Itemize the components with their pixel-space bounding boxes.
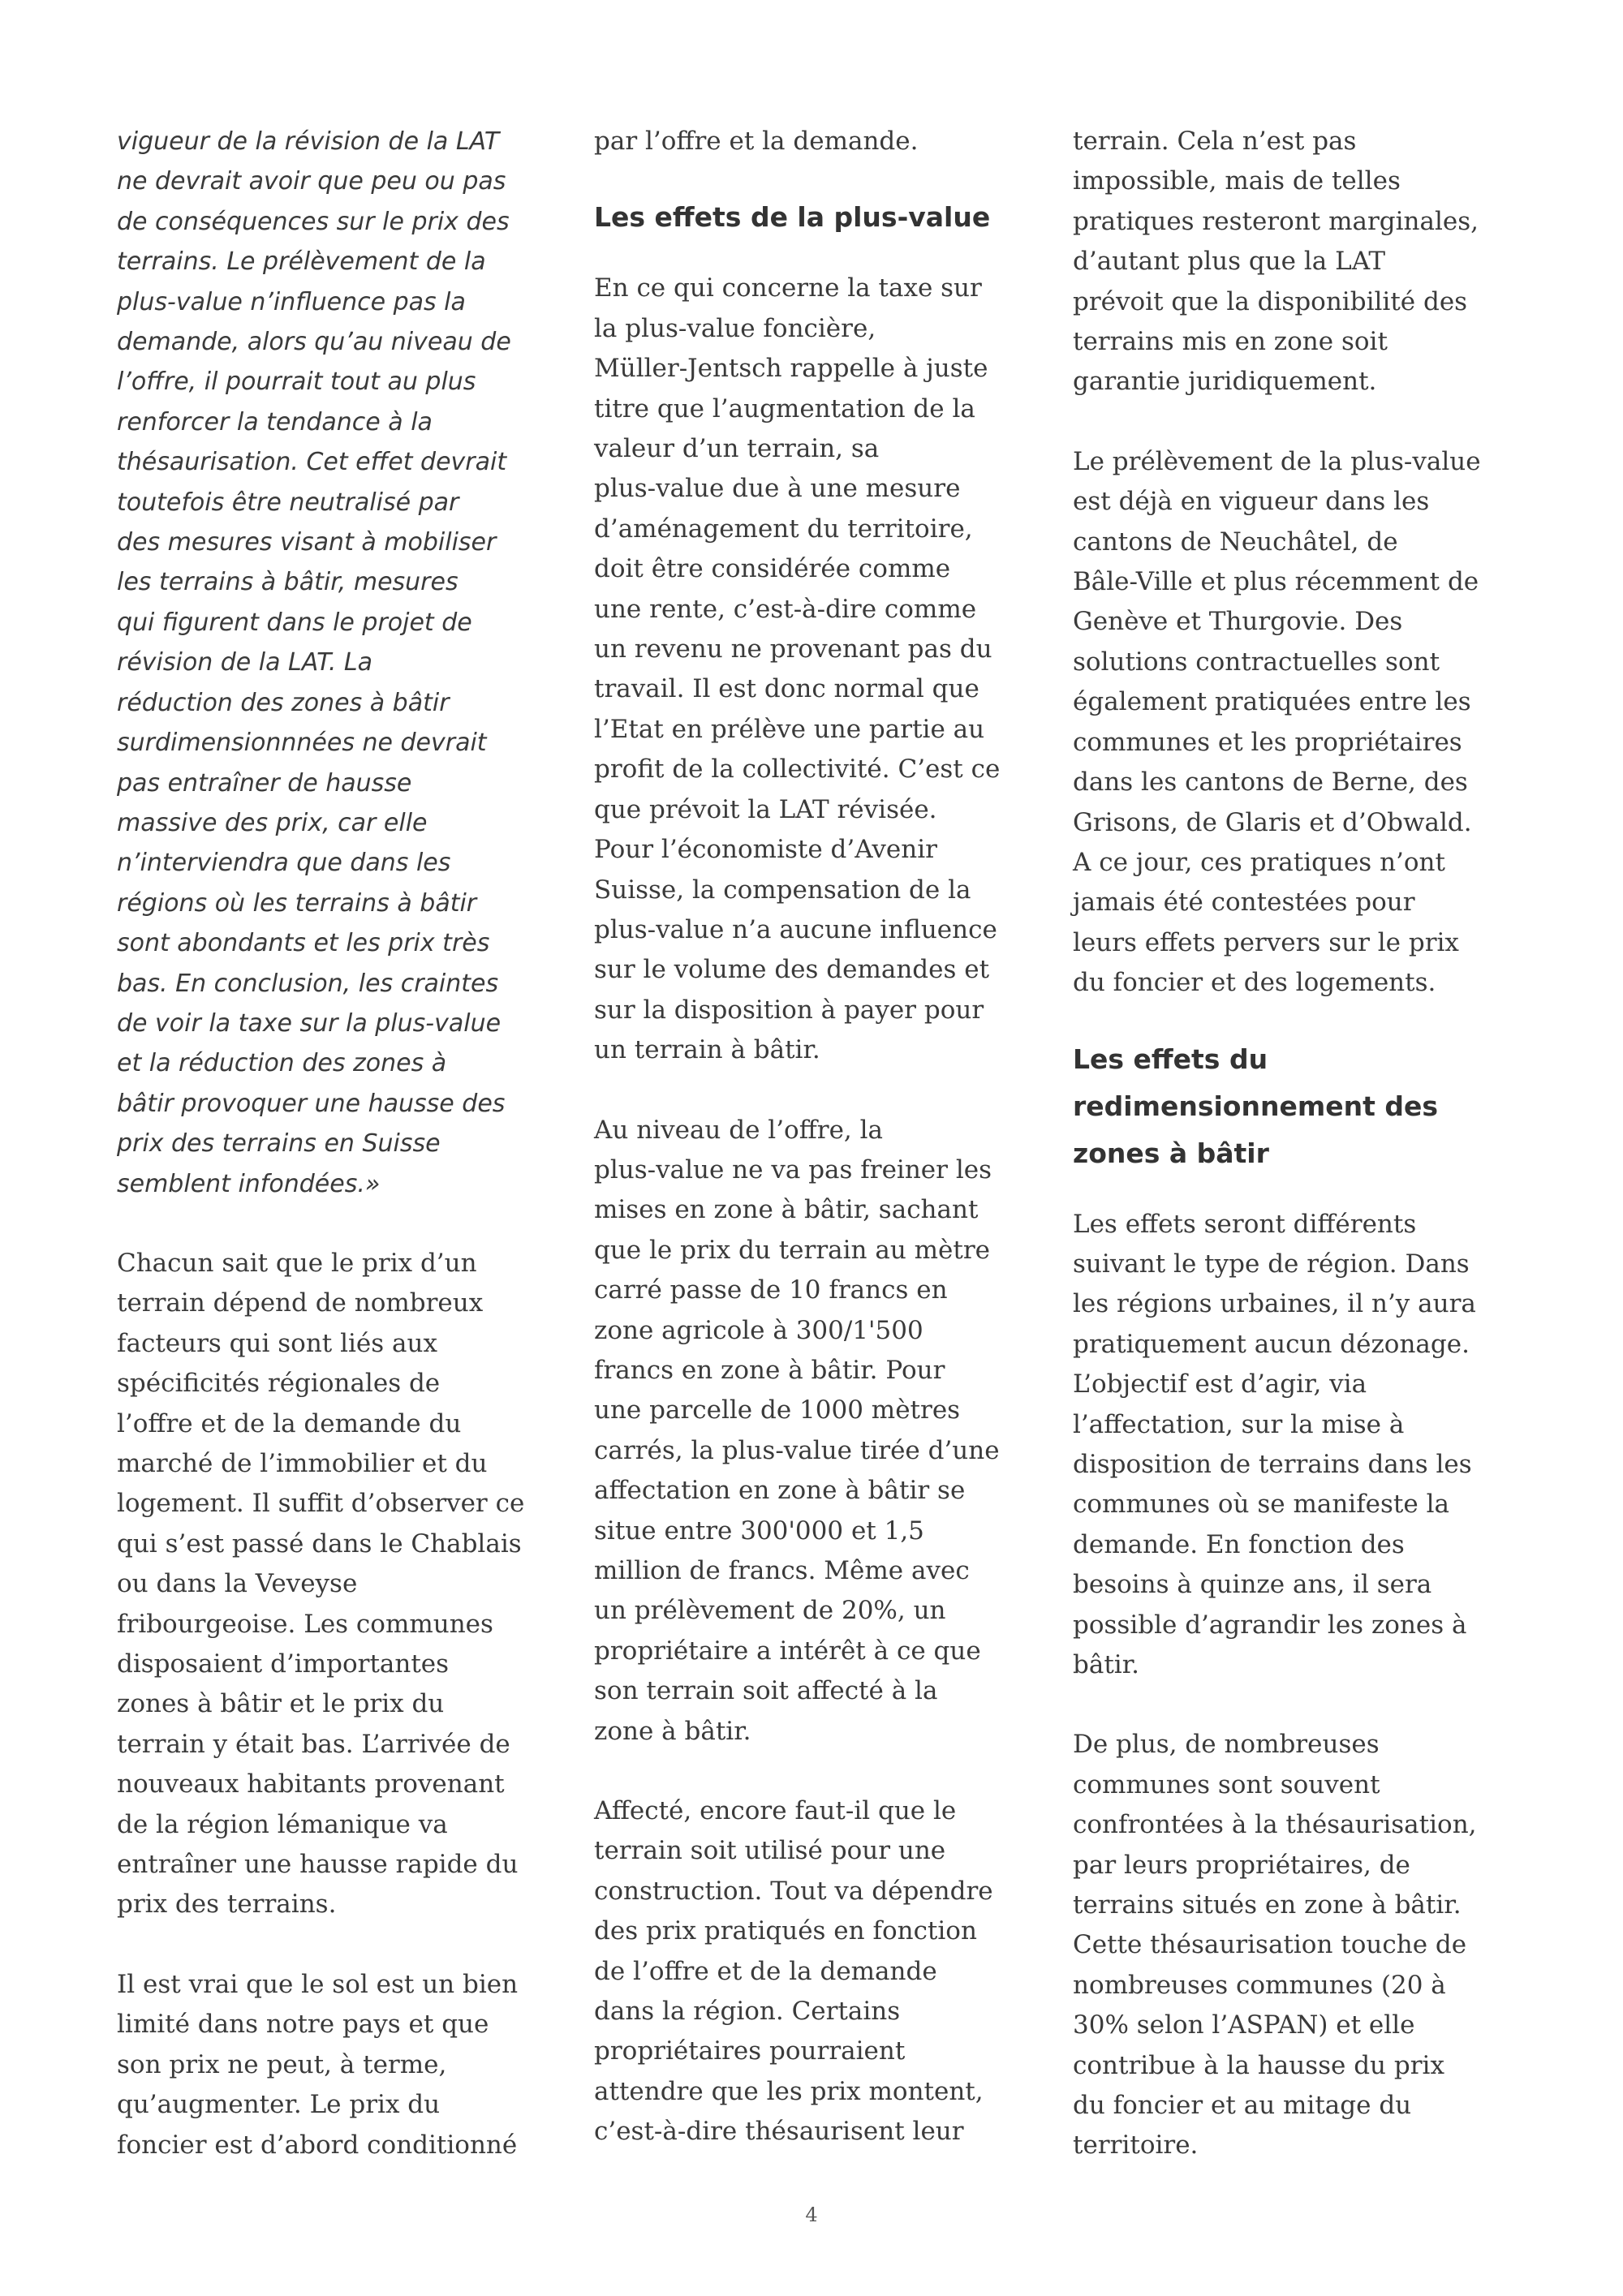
paragraph: Affecté, encore faut-il que le terrain soit utilisé pour une construction. Tout va dépendre des prix pratiqués en fonction de l’offre et de la demande dans la région. Certains propriétaires pourraient attendre que les prix montent, c’est-à-dire thésaurisent leur bbox=[594, 1796, 993, 2147]
section-heading: Les effets de la plus-value bbox=[594, 201, 991, 234]
paragraph: Les effets seront différents suivant le type de région. Dans les régions urbaines, il n’y aura pratiquement aucun dézonage. L’objectif est d’agir, via l’affectation, sur la mise à disposition de terrains dans les communes où se manifeste la demande. En fonction des besoins à quinze ans, il sera possible d’agrandir les zones à bâtir. bbox=[1073, 1209, 1476, 1679]
column-1 bbox=[117, 122, 571, 2205]
column-3 bbox=[1073, 122, 1527, 2206]
quote-continuation: vigueur de la révision de la LAT ne devrait avoir que peu ou pas de conséquences sur le prix des terrains. Le prélèvement de la plus-value n’influence pas la demande, alors qu’au niveau de l’offre, il pourrait tout au plus renforcer la tendance à la thésaurisation. Cet effet devrait toutefois être neutralisé par des mesures visant à mobiliser les terrains à bâtir, mesures qui figurent dans le projet de révision de la LAT. La réduction des zones à bâtir surdimensionnnées ne devrait pas entraîner de hausse massive des prix, car elle n’interviendra que dans les régions où les terrains à bâtir sont abondants et les prix très bas. En conclusion, les craintes de voir la taxe sur la plus-value et la réduction des zones à bâtir provoquer une hausse des prix des terrains en Suisse semblent infondées.» bbox=[117, 127, 511, 1198]
paragraph: De plus, de nombreuses communes sont souvent confrontées à la thésaurisation, par leurs propriétaires, de terrains situés en zone à bâtir. Cette thésaurisation touche de nombreuses communes (20 à 30% selon l’ASPAN) et elle contribue à la hausse du prix du foncier et au mitage du territoire. bbox=[1073, 1730, 1477, 2161]
paragraph: En ce qui concerne la taxe sur la plus-value foncière, Müller-Jentsch rappelle à juste titre que l’augmentation de la valeur d’un terrain, sa plus-value due à une mesure d’aménagement du territoire, doit être considérée comme une rente, c’est-à-dire comme un revenu ne provenant pas du travail. Il est donc normal que l’Etat en prélève une partie au profit de la collectivité. C’est ce que prévoit la LAT révisée. Pour l’économiste d’Avenir Suisse, la compensation de la plus-value n’a aucune influence sur le volume des demandes et sur la disposition à payer pour un terrain à bâtir. bbox=[594, 273, 1001, 1065]
paragraph: Le prélèvement de la plus-value est déjà en vigueur dans les cantons de Neuchâtel, de Bâle-Ville et plus récemment de Genève et Thurgovie. Des solutions contractuelles sont également pratiquées entre les communes et les propriétaires dans les cantons de Berne, des Grisons, de Glaris et d’Obwald. A ce jour, ces pratiques n’ont jamais été contestées pour leurs effets pervers sur le prix du foncier et des logements. bbox=[1073, 446, 1481, 998]
paragraph: Il est vrai que le sol est un bien limité dans notre pays et que son prix ne peut, à terme, qu’augmenter. Le prix du foncier est d’abord conditionné bbox=[117, 1969, 519, 2160]
paragraph: Chacun sait que le prix d’un terrain dépend de nombreux facteurs qui sont liés aux spécificités régionales de l’offre et de la demande du marché de l’immobilier et du logement. Il suffit d’observer ce qui s’est passé dans le Chablais ou dans la Veveyse fribourgeoise. Les communes disposaient d’importantes zones à bâtir et le prix du terrain y était bas. L’arrivée de nouveaux habitants provenant de la région lémanique va entraîner une hausse rapide du prix des terrains. bbox=[117, 1248, 525, 1920]
page-number: 4 bbox=[805, 2204, 818, 2226]
paragraph-continuation: par l’offre et la demande. bbox=[594, 127, 919, 156]
column-2 bbox=[594, 122, 1048, 2192]
paragraph: Au niveau de l’offre, la plus-value ne va pas freiner les mises en zone à bâtir, sachant que le prix du terrain au mètre carré passe de 10 francs en zone agricole à 300/1'500 francs en zone à bâtir. Pour une parcelle de 1000 mètres carrés, la plus-value tirée d’une affectation en zone à bâtir se situe entre 300'000 et 1,5 million de francs. Même avec un prélèvement de 20%, un propriétaire a intérêt à ce que son terrain soit affecté à la zone à bâtir. bbox=[594, 1115, 1000, 1746]
section-heading: Les effets du redimensionnement des zones à bâtir bbox=[1073, 1043, 1439, 1169]
paragraph-continuation: terrain. Cela n’est pas impossible, mais de telles pratiques resteront marginales, d’autant plus que la LAT prévoit que la disponibilité des terrains mis en zone soit garantie juridiquement. bbox=[1073, 127, 1479, 397]
